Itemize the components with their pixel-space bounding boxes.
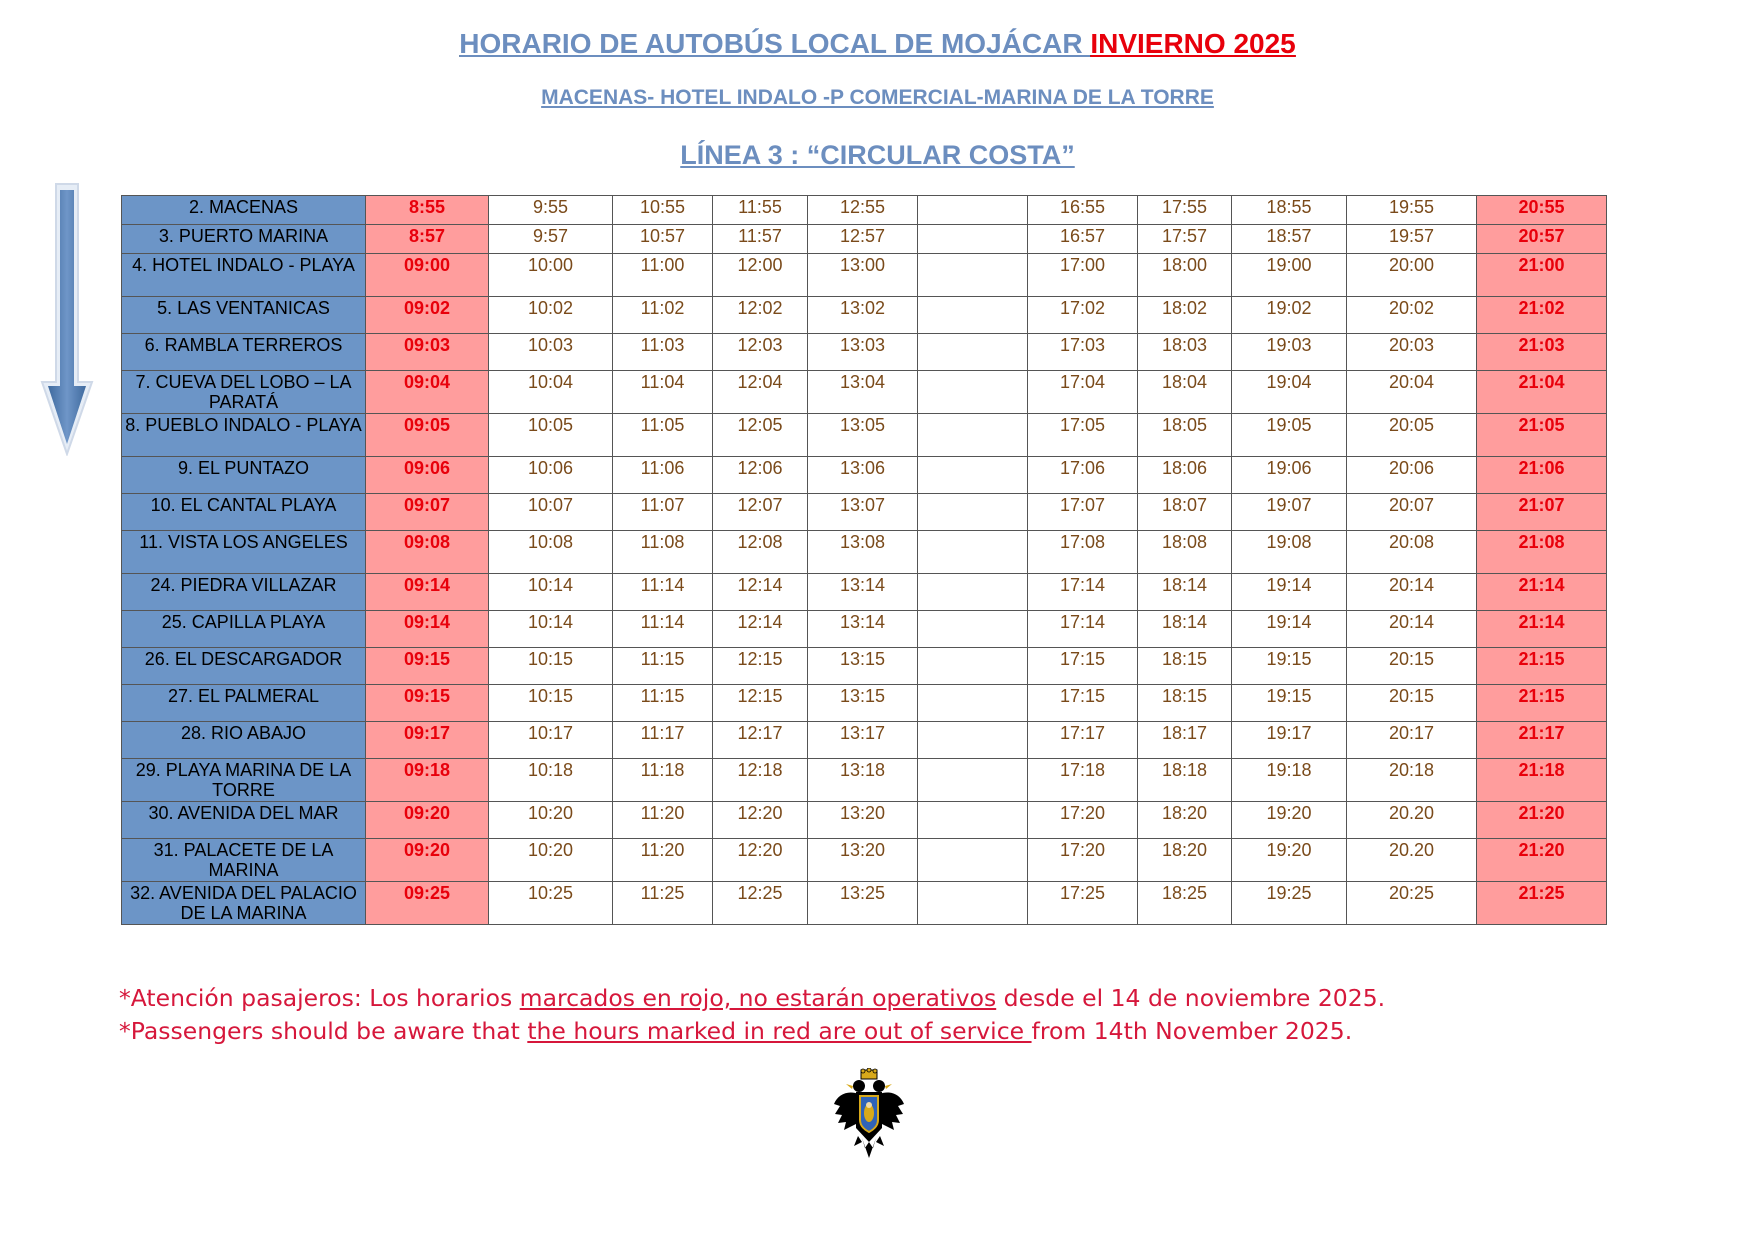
time-cell: 13:15 [808, 685, 918, 722]
time-cell-out-of-service: 09:20 [366, 802, 489, 839]
time-cell: 18:20 [1138, 839, 1232, 882]
stop-name: 7. CUEVA DEL LOBO – LA PARATÁ [122, 371, 366, 414]
time-cell: 13:07 [808, 494, 918, 531]
time-cell: 13:00 [808, 254, 918, 297]
time-cell: 17:57 [1138, 225, 1232, 254]
time-cell: 13:20 [808, 839, 918, 882]
time-cell-out-of-service: 21:14 [1477, 611, 1607, 648]
time-cell-out-of-service: 09:15 [366, 685, 489, 722]
time-cell-out-of-service: 21:04 [1477, 371, 1607, 414]
time-cell: 13:15 [808, 648, 918, 685]
time-cell-out-of-service: 09:03 [366, 334, 489, 371]
time-cell: 13:02 [808, 297, 918, 334]
time-cell: 10:08 [489, 531, 613, 574]
time-cell [918, 611, 1028, 648]
time-cell [918, 494, 1028, 531]
time-cell: 17:15 [1028, 648, 1138, 685]
time-cell: 19:20 [1232, 802, 1347, 839]
stop-name: 28. RIO ABAJO [122, 722, 366, 759]
time-cell: 12:17 [713, 722, 808, 759]
time-cell-out-of-service: 8:57 [366, 225, 489, 254]
table-row [122, 722, 1607, 759]
time-cell: 11:20 [613, 802, 713, 839]
time-cell: 10:55 [613, 196, 713, 225]
time-cell: 20:02 [1347, 297, 1477, 334]
time-cell: 12:25 [713, 882, 808, 925]
time-cell: 20.20 [1347, 802, 1477, 839]
table-row [122, 839, 1607, 882]
stop-name: 31. PALACETE DE LA MARINA [122, 839, 366, 882]
title-season: INVIERNO 2025 [1090, 28, 1296, 59]
time-cell: 12:15 [713, 685, 808, 722]
time-cell: 13:04 [808, 371, 918, 414]
time-cell: 11:06 [613, 457, 713, 494]
time-cell: 12:14 [713, 574, 808, 611]
time-cell: 17:03 [1028, 334, 1138, 371]
time-cell: 18:15 [1138, 648, 1232, 685]
time-cell-out-of-service: 09:20 [366, 839, 489, 882]
time-cell-out-of-service: 21:20 [1477, 839, 1607, 882]
time-cell: 12:03 [713, 334, 808, 371]
time-cell-out-of-service: 8:55 [366, 196, 489, 225]
time-cell: 17:18 [1028, 759, 1138, 802]
stop-name: 26. EL DESCARGADOR [122, 648, 366, 685]
time-cell: 18:08 [1138, 531, 1232, 574]
time-cell: 17:25 [1028, 882, 1138, 925]
time-cell-out-of-service: 21:03 [1477, 334, 1607, 371]
time-cell: 11:03 [613, 334, 713, 371]
table-row [122, 494, 1607, 531]
time-cell-out-of-service: 21:02 [1477, 297, 1607, 334]
time-cell: 18:14 [1138, 574, 1232, 611]
time-cell: 20:15 [1347, 648, 1477, 685]
time-cell: 19:03 [1232, 334, 1347, 371]
stop-name: 4. HOTEL INDALO - PLAYA [122, 254, 366, 297]
time-cell: 20:15 [1347, 685, 1477, 722]
stop-name: 2. MACENAS [122, 196, 366, 225]
time-cell-out-of-service: 09:07 [366, 494, 489, 531]
time-cell: 10:25 [489, 882, 613, 925]
time-cell: 17:02 [1028, 297, 1138, 334]
stop-name: 8. PUEBLO INDALO - PLAYA [122, 414, 366, 457]
time-cell: 18:07 [1138, 494, 1232, 531]
table-row [122, 574, 1607, 611]
table-row [122, 254, 1607, 297]
time-cell [918, 685, 1028, 722]
time-cell [918, 531, 1028, 574]
time-cell [918, 196, 1028, 225]
time-cell-out-of-service: 20:55 [1477, 196, 1607, 225]
time-cell: 18:17 [1138, 722, 1232, 759]
time-cell-out-of-service: 21:15 [1477, 648, 1607, 685]
time-cell-out-of-service: 09:18 [366, 759, 489, 802]
time-cell: 11:55 [713, 196, 808, 225]
time-cell: 10:14 [489, 574, 613, 611]
time-cell-out-of-service: 09:14 [366, 574, 489, 611]
time-cell: 20.20 [1347, 839, 1477, 882]
time-cell [918, 254, 1028, 297]
time-cell: 17:07 [1028, 494, 1138, 531]
table-row [122, 685, 1607, 722]
time-cell: 19:14 [1232, 611, 1347, 648]
time-cell: 17:20 [1028, 802, 1138, 839]
time-cell: 19:18 [1232, 759, 1347, 802]
time-cell: 12:20 [713, 839, 808, 882]
time-cell: 11:17 [613, 722, 713, 759]
time-cell: 12:15 [713, 648, 808, 685]
time-cell-out-of-service: 21:08 [1477, 531, 1607, 574]
time-cell: 13:03 [808, 334, 918, 371]
time-cell: 10:57 [613, 225, 713, 254]
time-cell: 16:55 [1028, 196, 1138, 225]
time-cell: 12:55 [808, 196, 918, 225]
time-cell: 11:14 [613, 611, 713, 648]
time-cell-out-of-service: 09:05 [366, 414, 489, 457]
time-cell-out-of-service: 21:14 [1477, 574, 1607, 611]
time-cell: 13:14 [808, 574, 918, 611]
table-row [122, 297, 1607, 334]
time-cell-out-of-service: 21:00 [1477, 254, 1607, 297]
time-cell: 17:17 [1028, 722, 1138, 759]
time-cell: 12:14 [713, 611, 808, 648]
time-cell: 18:20 [1138, 802, 1232, 839]
stop-name: 32. AVENIDA DEL PALACIO DE LA MARINA [122, 882, 366, 925]
time-cell: 12:06 [713, 457, 808, 494]
time-cell: 18:14 [1138, 611, 1232, 648]
stop-name: 10. EL CANTAL PLAYA [122, 494, 366, 531]
time-cell-out-of-service: 09:17 [366, 722, 489, 759]
time-cell-out-of-service: 21:20 [1477, 802, 1607, 839]
time-cell-out-of-service: 21:07 [1477, 494, 1607, 531]
time-cell: 11:15 [613, 685, 713, 722]
table-row [122, 648, 1607, 685]
time-cell: 19:14 [1232, 574, 1347, 611]
stop-name: 27. EL PALMERAL [122, 685, 366, 722]
notice-english-emphasis: the hours marked in red are out of service [527, 1017, 1032, 1045]
time-cell: 11:18 [613, 759, 713, 802]
time-cell: 12:02 [713, 297, 808, 334]
time-cell: 19:25 [1232, 882, 1347, 925]
time-cell [918, 574, 1028, 611]
time-cell: 11:04 [613, 371, 713, 414]
time-cell: 19:15 [1232, 648, 1347, 685]
time-cell: 17:00 [1028, 254, 1138, 297]
time-cell: 20:06 [1347, 457, 1477, 494]
time-cell: 11:07 [613, 494, 713, 531]
time-cell: 17:08 [1028, 531, 1138, 574]
time-cell: 19:08 [1232, 531, 1347, 574]
table-row [122, 414, 1607, 457]
time-cell: 11:02 [613, 297, 713, 334]
time-cell: 18:18 [1138, 759, 1232, 802]
stop-name: 24. PIEDRA VILLAZAR [122, 574, 366, 611]
time-cell [918, 759, 1028, 802]
time-cell: 12:57 [808, 225, 918, 254]
time-cell: 20:05 [1347, 414, 1477, 457]
time-cell: 20:08 [1347, 531, 1477, 574]
time-cell: 17:14 [1028, 574, 1138, 611]
line-title: LÍNEA 3 : “CIRCULAR COSTA” [680, 140, 1075, 170]
time-cell [918, 802, 1028, 839]
time-cell: 19:55 [1347, 196, 1477, 225]
time-cell [918, 371, 1028, 414]
title-main: HORARIO DE AUTOBÚS LOCAL DE MOJÁCAR [459, 28, 1091, 59]
notice-english: *Passengers should be aware that the hours marked in red are out of service from 14th November 2025. [119, 1017, 1353, 1045]
time-cell: 12:20 [713, 802, 808, 839]
time-cell: 10:06 [489, 457, 613, 494]
time-cell-out-of-service: 09:02 [366, 297, 489, 334]
time-cell: 10:02 [489, 297, 613, 334]
time-cell: 19:06 [1232, 457, 1347, 494]
time-cell-out-of-service: 21:25 [1477, 882, 1607, 925]
time-cell [918, 297, 1028, 334]
time-cell: 17:04 [1028, 371, 1138, 414]
table-row [122, 196, 1607, 225]
time-cell [918, 225, 1028, 254]
time-cell: 19:57 [1347, 225, 1477, 254]
time-cell: 18:57 [1232, 225, 1347, 254]
time-cell: 10:00 [489, 254, 613, 297]
time-cell: 11:08 [613, 531, 713, 574]
table-row [122, 371, 1607, 414]
page-title [0, 28, 1755, 60]
time-cell: 20:03 [1347, 334, 1477, 371]
time-cell: 19:00 [1232, 254, 1347, 297]
time-cell: 10:20 [489, 839, 613, 882]
time-cell: 12:05 [713, 414, 808, 457]
time-cell: 10:14 [489, 611, 613, 648]
time-cell: 19:05 [1232, 414, 1347, 457]
time-cell: 18:55 [1232, 196, 1347, 225]
schedule-table [121, 195, 1607, 925]
time-cell: 18:04 [1138, 371, 1232, 414]
time-cell: 13:14 [808, 611, 918, 648]
time-cell-out-of-service: 21:05 [1477, 414, 1607, 457]
time-cell: 10:15 [489, 685, 613, 722]
time-cell: 11:05 [613, 414, 713, 457]
time-cell: 13:08 [808, 531, 918, 574]
time-cell: 13:18 [808, 759, 918, 802]
time-cell [918, 722, 1028, 759]
notice-spanish: *Atención pasajeros: Los horarios marcados en rojo, no estarán operativos desde el 14 de noviembre 2025. [119, 984, 1386, 1012]
down-arrow-icon [40, 182, 94, 456]
time-cell: 19:04 [1232, 371, 1347, 414]
time-cell-out-of-service: 09:14 [366, 611, 489, 648]
time-cell: 20:07 [1347, 494, 1477, 531]
time-cell: 10:03 [489, 334, 613, 371]
time-cell: 10:05 [489, 414, 613, 457]
notice-spanish-emphasis: marcados en rojo, no estarán operativos [519, 984, 997, 1012]
time-cell: 11:00 [613, 254, 713, 297]
time-cell: 11:15 [613, 648, 713, 685]
time-cell: 17:14 [1028, 611, 1138, 648]
time-cell: 9:55 [489, 196, 613, 225]
time-cell: 11:20 [613, 839, 713, 882]
time-cell: 19:07 [1232, 494, 1347, 531]
time-cell: 19:15 [1232, 685, 1347, 722]
time-cell: 13:25 [808, 882, 918, 925]
time-cell: 12:00 [713, 254, 808, 297]
time-cell: 11:14 [613, 574, 713, 611]
time-cell: 10:20 [489, 802, 613, 839]
time-cell: 10:04 [489, 371, 613, 414]
time-cell [918, 648, 1028, 685]
table-row [122, 334, 1607, 371]
time-cell: 19:17 [1232, 722, 1347, 759]
time-cell: 20:04 [1347, 371, 1477, 414]
table-row [122, 882, 1607, 925]
time-cell: 19:20 [1232, 839, 1347, 882]
time-cell: 12:18 [713, 759, 808, 802]
time-cell: 12:07 [713, 494, 808, 531]
time-cell: 16:57 [1028, 225, 1138, 254]
stop-name: 6. RAMBLA TERREROS [122, 334, 366, 371]
stop-name: 5. LAS VENTANICAS [122, 297, 366, 334]
stop-name: 29. PLAYA MARINA DE LA TORRE [122, 759, 366, 802]
time-cell: 20:25 [1347, 882, 1477, 925]
table-row [122, 531, 1607, 574]
time-cell: 10:17 [489, 722, 613, 759]
time-cell: 19:02 [1232, 297, 1347, 334]
time-cell: 18:00 [1138, 254, 1232, 297]
time-cell-out-of-service: 09:04 [366, 371, 489, 414]
time-cell: 17:55 [1138, 196, 1232, 225]
time-cell-out-of-service: 21:17 [1477, 722, 1607, 759]
time-cell-out-of-service: 09:15 [366, 648, 489, 685]
time-cell: 20:00 [1347, 254, 1477, 297]
time-cell: 12:08 [713, 531, 808, 574]
table-row [122, 457, 1607, 494]
time-cell: 12:04 [713, 371, 808, 414]
time-cell-out-of-service: 21:15 [1477, 685, 1607, 722]
time-cell: 13:06 [808, 457, 918, 494]
time-cell: 18:05 [1138, 414, 1232, 457]
time-cell: 11:25 [613, 882, 713, 925]
table-row [122, 225, 1607, 254]
time-cell [918, 839, 1028, 882]
stop-name: 30. AVENIDA DEL MAR [122, 802, 366, 839]
time-cell-out-of-service: 21:18 [1477, 759, 1607, 802]
time-cell-out-of-service: 21:06 [1477, 457, 1607, 494]
time-cell: 18:15 [1138, 685, 1232, 722]
time-cell [918, 334, 1028, 371]
time-cell-out-of-service: 09:00 [366, 254, 489, 297]
route-subtitle: MACENAS- HOTEL INDALO -P COMERCIAL-MARINA DE LA TORRE [541, 86, 1214, 109]
stop-name: 25. CAPILLA PLAYA [122, 611, 366, 648]
time-cell: 10:18 [489, 759, 613, 802]
time-cell: 17:15 [1028, 685, 1138, 722]
time-cell: 9:57 [489, 225, 613, 254]
time-cell: 17:20 [1028, 839, 1138, 882]
time-cell-out-of-service: 20:57 [1477, 225, 1607, 254]
time-cell: 18:02 [1138, 297, 1232, 334]
time-cell: 13:05 [808, 414, 918, 457]
time-cell [918, 414, 1028, 457]
time-cell: 20:18 [1347, 759, 1477, 802]
stop-name: 9. EL PUNTAZO [122, 457, 366, 494]
time-cell: 17:06 [1028, 457, 1138, 494]
time-cell: 11:57 [713, 225, 808, 254]
table-row [122, 611, 1607, 648]
time-cell-out-of-service: 09:06 [366, 457, 489, 494]
time-cell: 18:25 [1138, 882, 1232, 925]
time-cell: 20:17 [1347, 722, 1477, 759]
time-cell-out-of-service: 09:08 [366, 531, 489, 574]
time-cell: 18:03 [1138, 334, 1232, 371]
time-cell: 10:07 [489, 494, 613, 531]
time-cell: 17:05 [1028, 414, 1138, 457]
stop-name: 11. VISTA LOS ANGELES [122, 531, 366, 574]
time-cell: 13:20 [808, 802, 918, 839]
time-cell: 20:14 [1347, 611, 1477, 648]
time-cell: 13:17 [808, 722, 918, 759]
time-cell: 18:06 [1138, 457, 1232, 494]
table-row [122, 759, 1607, 802]
time-cell [918, 457, 1028, 494]
time-cell [918, 882, 1028, 925]
time-cell-out-of-service: 09:25 [366, 882, 489, 925]
coat-of-arms-icon [832, 1068, 906, 1160]
stop-name: 3. PUERTO MARINA [122, 225, 366, 254]
time-cell: 20:14 [1347, 574, 1477, 611]
time-cell: 10:15 [489, 648, 613, 685]
table-row [122, 802, 1607, 839]
